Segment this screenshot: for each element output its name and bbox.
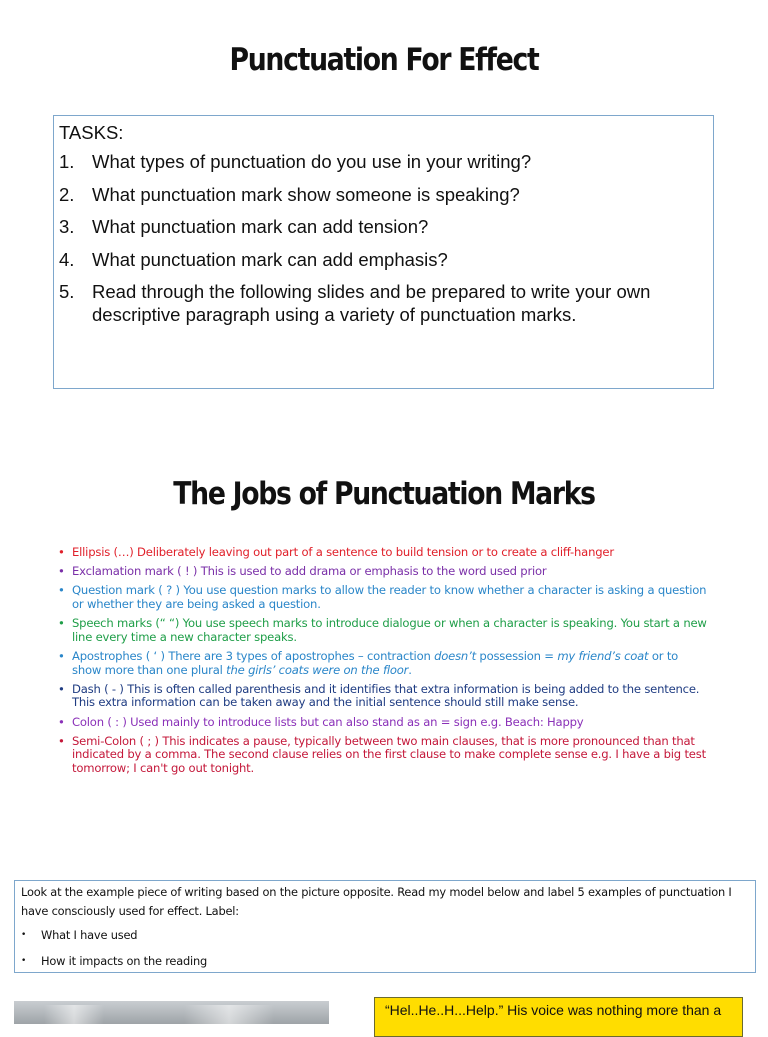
list-item-ellipsis: [58, 546, 708, 560]
bullet-icon: •: [21, 930, 27, 940]
bullet-icon: •: [58, 648, 65, 663]
instructions-box: [14, 880, 756, 973]
item-example: my friend’s coat: [557, 648, 649, 663]
task-number: 2.: [59, 183, 75, 205]
list-item-question-mark: [58, 584, 708, 611]
task-item: [59, 215, 699, 238]
item-example: doesn’t: [434, 648, 476, 663]
task-number: 4.: [59, 248, 75, 270]
tasks-box: [53, 115, 714, 389]
task-text: What punctuation mark can add tension?: [92, 216, 429, 237]
item-text: or to show more than one plural: [72, 648, 679, 677]
task-text: Read through the following slides and be prepared to write your own descriptive paragraph using a variety of punctuation marks.: [92, 281, 651, 325]
tasks-heading: TASKS:: [59, 122, 124, 143]
item-text: Semi-Colon ( ; ) This indicates a pause, typically between two main clauses, that is more pronounced than that indicated by a comma. The second clause relies on the first clause to make complete sense e.g. I have a big test tomorrow; I can't go out tonight.: [72, 733, 706, 775]
item-text: Dash ( - ) This is often called parenthesis and it identifies that extra information is being added to the sentence. This extra information can be taken away and the initial sentence should still make sense.: [72, 681, 700, 710]
list-item-text: What I have used: [41, 928, 138, 942]
item-text: possession =: [475, 648, 558, 663]
bullet-icon: •: [58, 681, 65, 696]
instructions-text: Look at the example piece of writing based on the picture opposite. Read my model below and label 5 examples of punctuation I have consciously used for effect. Label:: [21, 885, 732, 918]
bullet-icon: •: [58, 733, 65, 748]
task-item: [59, 150, 699, 173]
model-writing-box: [374, 997, 743, 1037]
list-item-speech-marks: [58, 617, 708, 644]
task-item: [59, 183, 699, 206]
bullet-icon: •: [58, 545, 65, 559]
tasks-list: [59, 150, 699, 336]
bullet-icon: •: [21, 956, 27, 966]
list-item: [21, 952, 207, 971]
item-text: Speech marks (“ “) You use speech marks to introduce dialogue or when a character is speaking. You start a new line every time a new character speaks.: [72, 616, 707, 644]
image-highlight: [44, 1005, 104, 1024]
bullet-icon: •: [58, 564, 65, 579]
list-item-text: How it impacts on the reading: [41, 954, 208, 968]
bullet-icon: •: [58, 714, 65, 729]
item-text: Question mark ( ? ) You use question marks to allow the reader to know whether a character is asking a question or whether they are being asked a question.: [72, 583, 707, 611]
task-number: 1.: [59, 151, 75, 172]
item-text: .: [408, 662, 412, 677]
label-list: [21, 926, 207, 978]
page-title: Punctuation For Effect: [229, 42, 539, 78]
image-highlight: [184, 1005, 274, 1024]
item-text: Exclamation mark ( ! ) This is used to add drama or emphasis to the word used prior: [72, 564, 547, 579]
item-example: the girls’ coats were on the floor: [226, 662, 409, 677]
task-item: [59, 280, 699, 326]
list-item-apostrophes: [58, 650, 708, 677]
task-item: [59, 248, 699, 271]
list-item-colon: [58, 716, 708, 730]
list-item: [21, 926, 207, 945]
list-item-dash: [58, 683, 708, 710]
section-title: The Jobs of Punctuation Marks: [173, 476, 595, 512]
task-text: What punctuation mark can add emphasis?: [92, 248, 448, 270]
task-number: 3.: [59, 216, 75, 237]
task-text: What punctuation mark show someone is speaking?: [92, 183, 520, 205]
bullet-icon: •: [58, 583, 65, 598]
task-number: 5.: [59, 281, 75, 302]
item-text: Apostrophes ( ‘ ) There are 3 types of apostrophes – contraction: [72, 648, 435, 663]
model-writing-text: “Hel..He..H...Help.” His voice was nothing more than a: [385, 1002, 722, 1018]
list-item-semi-colon: [58, 735, 708, 776]
item-text: Colon ( : ) Used mainly to introduce lists but can also stand as an = sign e.g. Beach: Happy: [72, 714, 584, 729]
list-item-exclamation-mark: [58, 565, 708, 579]
punctuation-jobs-list: [58, 546, 708, 781]
task-text: What types of punctuation do you use in your writing?: [92, 151, 532, 172]
item-text: Ellipsis (…) Deliberately leaving out part of a sentence to build tension or to create a cliff-hanger: [72, 545, 614, 559]
bullet-icon: •: [58, 616, 65, 631]
picture-image: [14, 1001, 329, 1024]
